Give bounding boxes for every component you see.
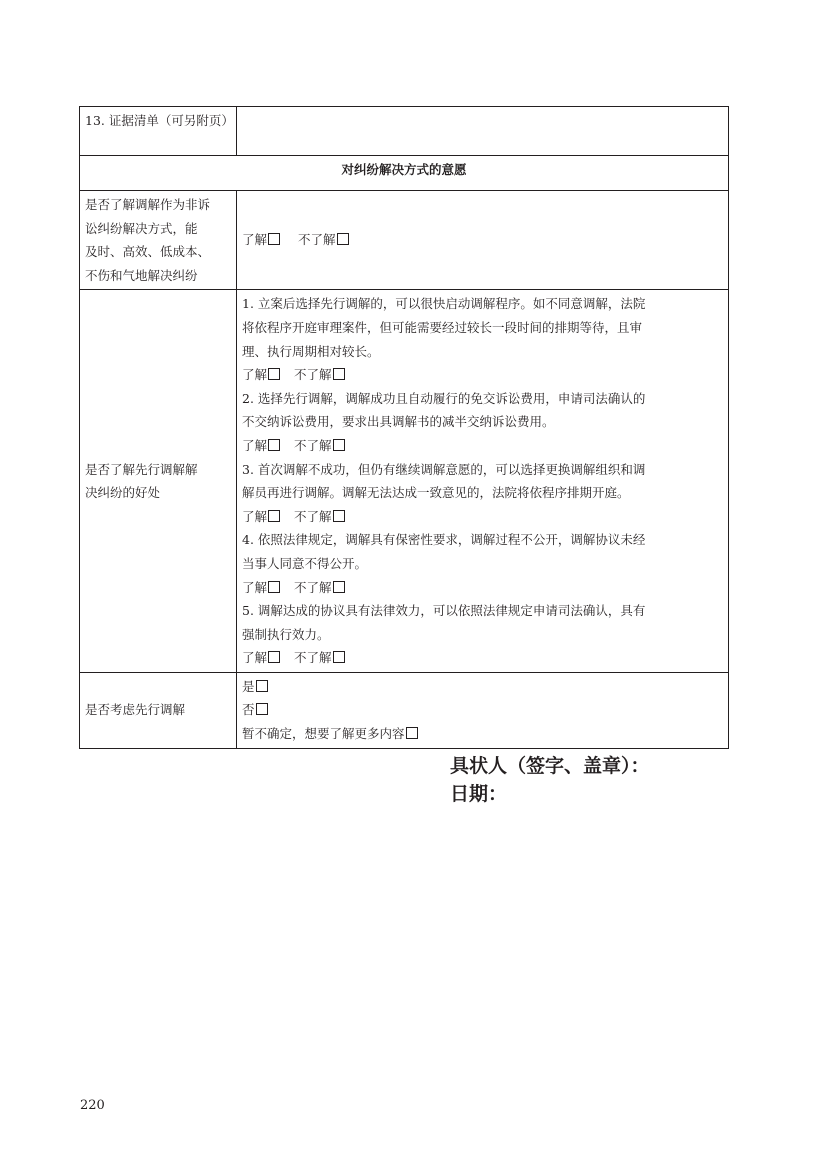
option-label: 不了解 <box>294 650 332 666</box>
consider-mediation-label: 是否考虑先行调解 <box>80 672 237 748</box>
checkbox[interactable] <box>333 368 345 380</box>
benefits-content <box>237 290 729 673</box>
dispute-resolution-form <box>79 106 729 749</box>
option-label: 了解 <box>242 437 268 453</box>
checkbox[interactable] <box>268 439 280 451</box>
option-label: 了解 <box>242 367 268 383</box>
benefit-1-options <box>242 363 723 387</box>
option-not-understand[interactable] <box>298 232 349 247</box>
checkbox[interactable] <box>333 581 345 593</box>
benefit-text-line: 2. 选择先行调解，调解成功且自动履行的免交诉讼费用，申请司法确认的 <box>242 390 646 406</box>
option-label: 不了解 <box>298 232 336 248</box>
consider-mediation-options <box>237 672 729 748</box>
option-undecided[interactable] <box>242 722 723 746</box>
option-understand[interactable] <box>242 509 280 524</box>
checkbox[interactable] <box>256 703 268 715</box>
benefit-text-line: 4. 依照法律规定，调解具有保密性要求，调解过程不公开，调解协议未经 <box>242 532 646 548</box>
understand-mediation-row <box>80 191 729 290</box>
checkbox[interactable] <box>333 439 345 451</box>
benefit-text-line: 1. 立案后选择先行调解的，可以很快启动调解程序。如不同意调解，法院 <box>242 296 646 312</box>
label-line: 及时、高效、低成本、 <box>85 244 211 260</box>
evidence-row <box>80 107 729 156</box>
option-label: 否 <box>242 702 255 718</box>
label-line: 是否了解调解作为非诉 <box>85 197 211 212</box>
benefits-row <box>80 290 729 673</box>
checkbox[interactable] <box>333 510 345 522</box>
checkbox[interactable] <box>337 233 349 245</box>
option-yes[interactable] <box>242 675 723 699</box>
option-no[interactable] <box>242 698 723 722</box>
consider-mediation-row <box>80 672 729 748</box>
option-label: 了解 <box>242 232 268 248</box>
section-heading-row <box>80 156 729 191</box>
option-understand[interactable] <box>242 367 280 382</box>
benefit-2-options <box>242 434 723 458</box>
benefit-3-options <box>242 505 723 529</box>
option-understand[interactable] <box>242 580 280 595</box>
benefit-text-line: 5. 调解达成的协议具有法律效力，可以依照法律规定申请司法确认，具有 <box>242 603 646 619</box>
benefit-4-options <box>242 576 723 600</box>
checkbox[interactable] <box>268 368 280 380</box>
option-understand[interactable] <box>242 650 280 665</box>
checkbox[interactable] <box>256 680 268 692</box>
benefit-text-line: 将依程序开庭审理案件，但可能需要经过较长一段时间的排期等待，且审 <box>242 319 643 335</box>
option-not-understand[interactable] <box>294 438 345 453</box>
label-line: 是否了解先行调解解 <box>85 461 198 477</box>
label-line: 决纠纷的好处 <box>85 485 161 501</box>
option-label: 不了解 <box>294 367 332 383</box>
benefits-label <box>80 290 237 673</box>
benefit-text-line: 理、执行周期相对较长。 <box>242 343 380 359</box>
option-understand[interactable] <box>242 438 280 453</box>
label-line: 不伤和气地解决纠纷 <box>85 267 198 283</box>
label-line: 讼纠纷解决方式，能 <box>85 220 198 236</box>
evidence-value[interactable] <box>237 107 729 156</box>
option-label: 不了解 <box>294 437 332 453</box>
understand-mediation-label <box>80 191 237 290</box>
option-label: 了解 <box>242 650 268 666</box>
benefit-text-line: 当事人同意不得公开。 <box>242 555 368 571</box>
checkbox[interactable] <box>268 233 280 245</box>
signer-label: 具状人（签字、盖章）： <box>450 755 650 777</box>
checkbox[interactable] <box>268 510 280 522</box>
benefit-text-line: 不交纳诉讼费用，要求出具调解书的减半交纳诉讼费用。 <box>242 414 555 430</box>
option-label: 暂不确定，想要了解更多内容 <box>242 726 405 742</box>
option-not-understand[interactable] <box>294 650 345 665</box>
checkbox[interactable] <box>406 727 418 739</box>
option-not-understand[interactable] <box>294 367 345 382</box>
understand-mediation-options <box>237 191 729 290</box>
option-label: 是 <box>242 678 255 694</box>
signature-block <box>450 752 650 808</box>
checkbox[interactable] <box>333 651 345 663</box>
option-label: 不了解 <box>294 508 332 524</box>
benefit-text-line: 3. 首次调解不成功，但仍有继续调解意愿的，可以选择更换调解组织和调 <box>242 461 646 477</box>
section-title: 对纠纷解决方式的意愿 <box>80 156 729 191</box>
option-label: 了解 <box>242 508 268 524</box>
option-not-understand[interactable] <box>294 580 345 595</box>
benefit-text-line: 强制执行效力。 <box>242 626 330 642</box>
evidence-label: 13. 证据清单（可另附页） <box>80 107 237 156</box>
option-understand[interactable] <box>242 232 280 247</box>
benefit-text-line: 解员再进行调解。调解无法达成一致意见的，法院将依程序排期开庭。 <box>242 485 630 501</box>
checkbox[interactable] <box>268 651 280 663</box>
page-number: 220 <box>80 1098 105 1113</box>
option-not-understand[interactable] <box>294 509 345 524</box>
date-label: 日期： <box>450 783 508 805</box>
option-label: 了解 <box>242 579 268 595</box>
checkbox[interactable] <box>268 581 280 593</box>
option-label: 不了解 <box>294 579 332 595</box>
benefit-5-options <box>242 646 723 670</box>
